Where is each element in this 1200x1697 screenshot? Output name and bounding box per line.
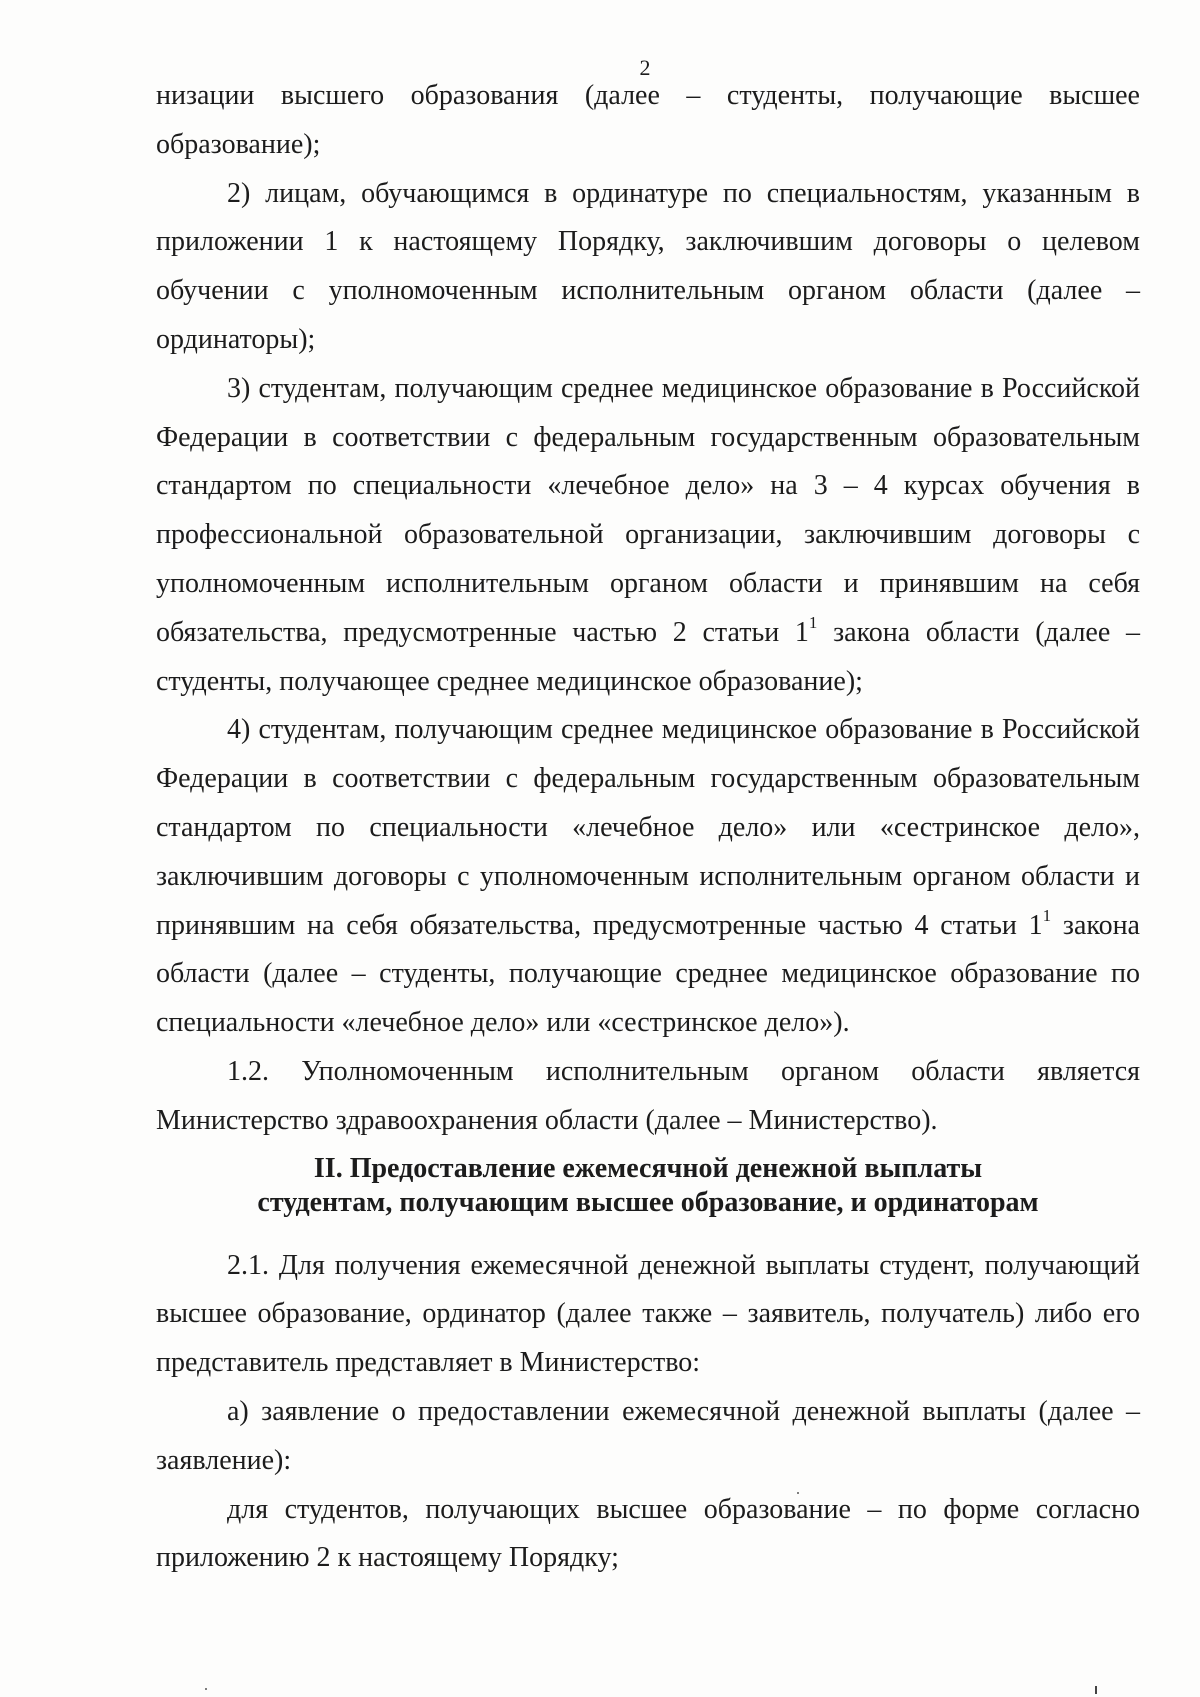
superscript-article-number: 1 [1042, 906, 1052, 926]
paragraph-item-4-students-nursing [156, 706, 1140, 1048]
paragraph-form-appendix-2: для студентов, получающих высшее образование – по форме согласно приложению 2 к настоящему Порядку; [156, 1493, 1140, 1574]
paragraph-1-2-ministry: 1.2. Уполномоченным исполнительным органом области является Министерство здравоохранения области (далее – Министерство). [156, 1055, 1140, 1136]
paragraph-item-4-text-start: 4) студентам, получающим среднее медицинское образование в Российской Федерации в соответствии с федеральным государственным образовательным стандартом по специальности «лечебное дело» или «сестринское дело», заключившим договоры с уполномоченным исполнительным органом области и принявшим на себя обязательства, предусмотренные частью 4 статьи 1 [156, 714, 1140, 941]
section-heading-ii [156, 1152, 1140, 1220]
scan-edge-mark [1095, 1686, 1097, 1694]
scan-speck [797, 1492, 799, 1494]
paragraph-continuation: низации высшего образования (далее – студенты, получающие высшее образование); [156, 80, 1140, 160]
page-number: 2 [639, 55, 651, 80]
paragraph-item-3-text-start: 3) студентам, получающим среднее медицинское образование в Российской Федерации в соответствии с федеральным государственным образовательным стандартом по специальности «лечебное дело» на 3 – 4 курсах обучения в профессиональной образовательной организации, заключившим договоры с уполномоченным исполнительным органом области и принявшим на себя обязательства, предусмотренные частью 2 статьи 1 [156, 372, 1140, 648]
section-heading-line-2: студентам, получающим высшее образование, и ординаторам [257, 1186, 1039, 1218]
paragraph-a-statement: а) заявление о предоставлении ежемесячной денежной выплаты (далее – заявление): [156, 1395, 1140, 1476]
document-body [156, 72, 1140, 1583]
superscript-article-number: 1 [808, 613, 818, 633]
scan-speck [205, 1688, 207, 1690]
paragraph-item-4-text-end: закона области (далее – студенты, получающие среднее медицинское образование по специальности «лечебное дело» или «сестринское дело»). [156, 909, 1140, 1039]
paragraph-2-1-application: 2.1. Для получения ежемесячной денежной выплаты студент, получающий высшее образование, ординатор (далее также – заявитель, получатель) либо его представитель представляет в Министерство: [156, 1249, 1140, 1379]
paragraph-item-3-students-medical-3-4 [156, 365, 1140, 707]
paragraph-item-3-text-end: закона области (далее – студенты, получающее среднее медицинское образование); [156, 616, 1140, 697]
section-heading-line-1: II. Предоставление ежемесячной денежной выплаты [313, 1152, 983, 1184]
paragraph-item-2-residents: 2) лицам, обучающимся в ординатуре по специальностям, указанным в приложении 1 к настоящему Порядку, заключившим договоры о целевом обучении с уполномоченным исполнительным органом области (далее – ординаторы); [156, 177, 1140, 355]
